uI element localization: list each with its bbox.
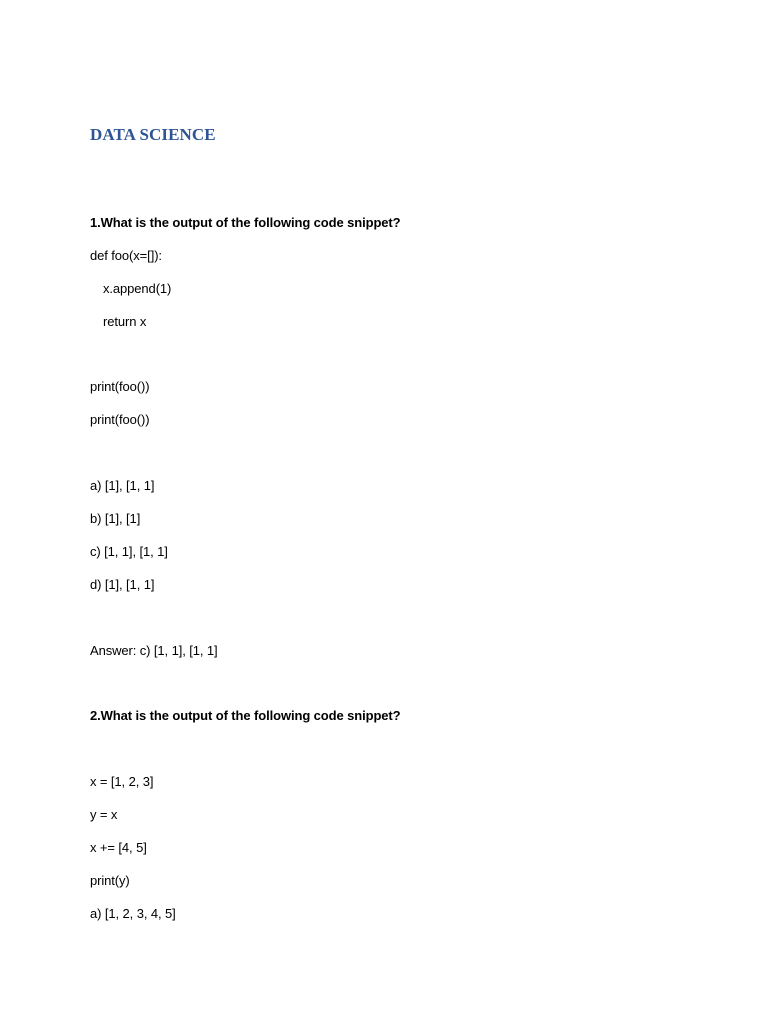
q1-code-line: return x [103,314,147,329]
q1-answer: Answer: c) [1, 1], [1, 1] [90,643,218,658]
question-1: 1.What is the output of the following code snippet? [90,215,401,230]
q2-code-line: y = x [90,807,118,822]
q1-option-a: a) [1], [1, 1] [90,478,155,493]
q2-option-a: a) [1, 2, 3, 4, 5] [90,906,176,921]
q1-code-line: def foo(x=[]): [90,248,162,263]
q1-option-c: c) [1, 1], [1, 1] [90,544,168,559]
question-2: 2.What is the output of the following code snippet? [90,708,401,723]
q2-code-line: x = [1, 2, 3] [90,774,154,789]
q1-option-b: b) [1], [1] [90,511,141,526]
q1-code-line: x.append(1) [103,281,172,296]
q1-option-d: d) [1], [1, 1] [90,577,155,592]
q1-code-line: print(foo()) [90,412,150,427]
q2-code-line: x += [4, 5] [90,840,147,855]
q1-code-line: print(foo()) [90,379,150,394]
q2-code-line: print(y) [90,873,130,888]
document-title: DATA SCIENCE [90,125,216,144]
